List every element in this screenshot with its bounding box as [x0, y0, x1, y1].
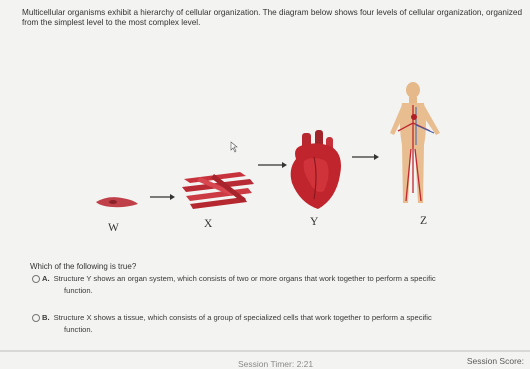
mouse-cursor-icon: [231, 142, 237, 152]
footer-divider: [0, 350, 530, 352]
label-x: X: [204, 218, 213, 230]
question-stem: Multicellular organisms exhibit a hierarchy of cellular organization. The diagram below shows four levels of cellular organization, organized from the simplest level to the most complex level.: [22, 8, 522, 27]
diagram-art: [0, 75, 530, 250]
answer-option-a[interactable]: [32, 273, 522, 296]
option-letter: A.: [42, 274, 50, 283]
session-score: Session Score:: [466, 356, 524, 366]
label-z: Z: [420, 215, 428, 227]
arrow-2: [258, 162, 287, 168]
radio-button-b[interactable]: [32, 314, 40, 322]
option-text: Structure X shows a tissue, which consists of a group of specialized cells that work together to perform a specific: [53, 313, 432, 322]
option-text-continued: function.: [64, 324, 93, 334]
tissue-illustration: [182, 172, 254, 209]
option-text-continued: function.: [64, 285, 93, 295]
arrow-3: [352, 154, 379, 160]
organization-diagram: [0, 75, 530, 250]
question-prompt: Which of the following is true?: [30, 262, 137, 271]
option-letter: B.: [42, 313, 50, 322]
label-y: Y: [310, 216, 319, 228]
answer-option-b[interactable]: [32, 312, 522, 335]
session-timer: Session Timer: 2:21: [238, 359, 314, 369]
heart-illustration: [291, 130, 341, 209]
label-w: W: [108, 222, 119, 234]
human-body-illustration: [390, 82, 440, 203]
arrow-1: [150, 194, 175, 200]
cell-illustration: [96, 197, 138, 207]
option-text: Structure Y shows an organ system, which consists of two or more organs that work together to perform a specific: [53, 274, 436, 283]
radio-button-a[interactable]: [32, 275, 40, 283]
